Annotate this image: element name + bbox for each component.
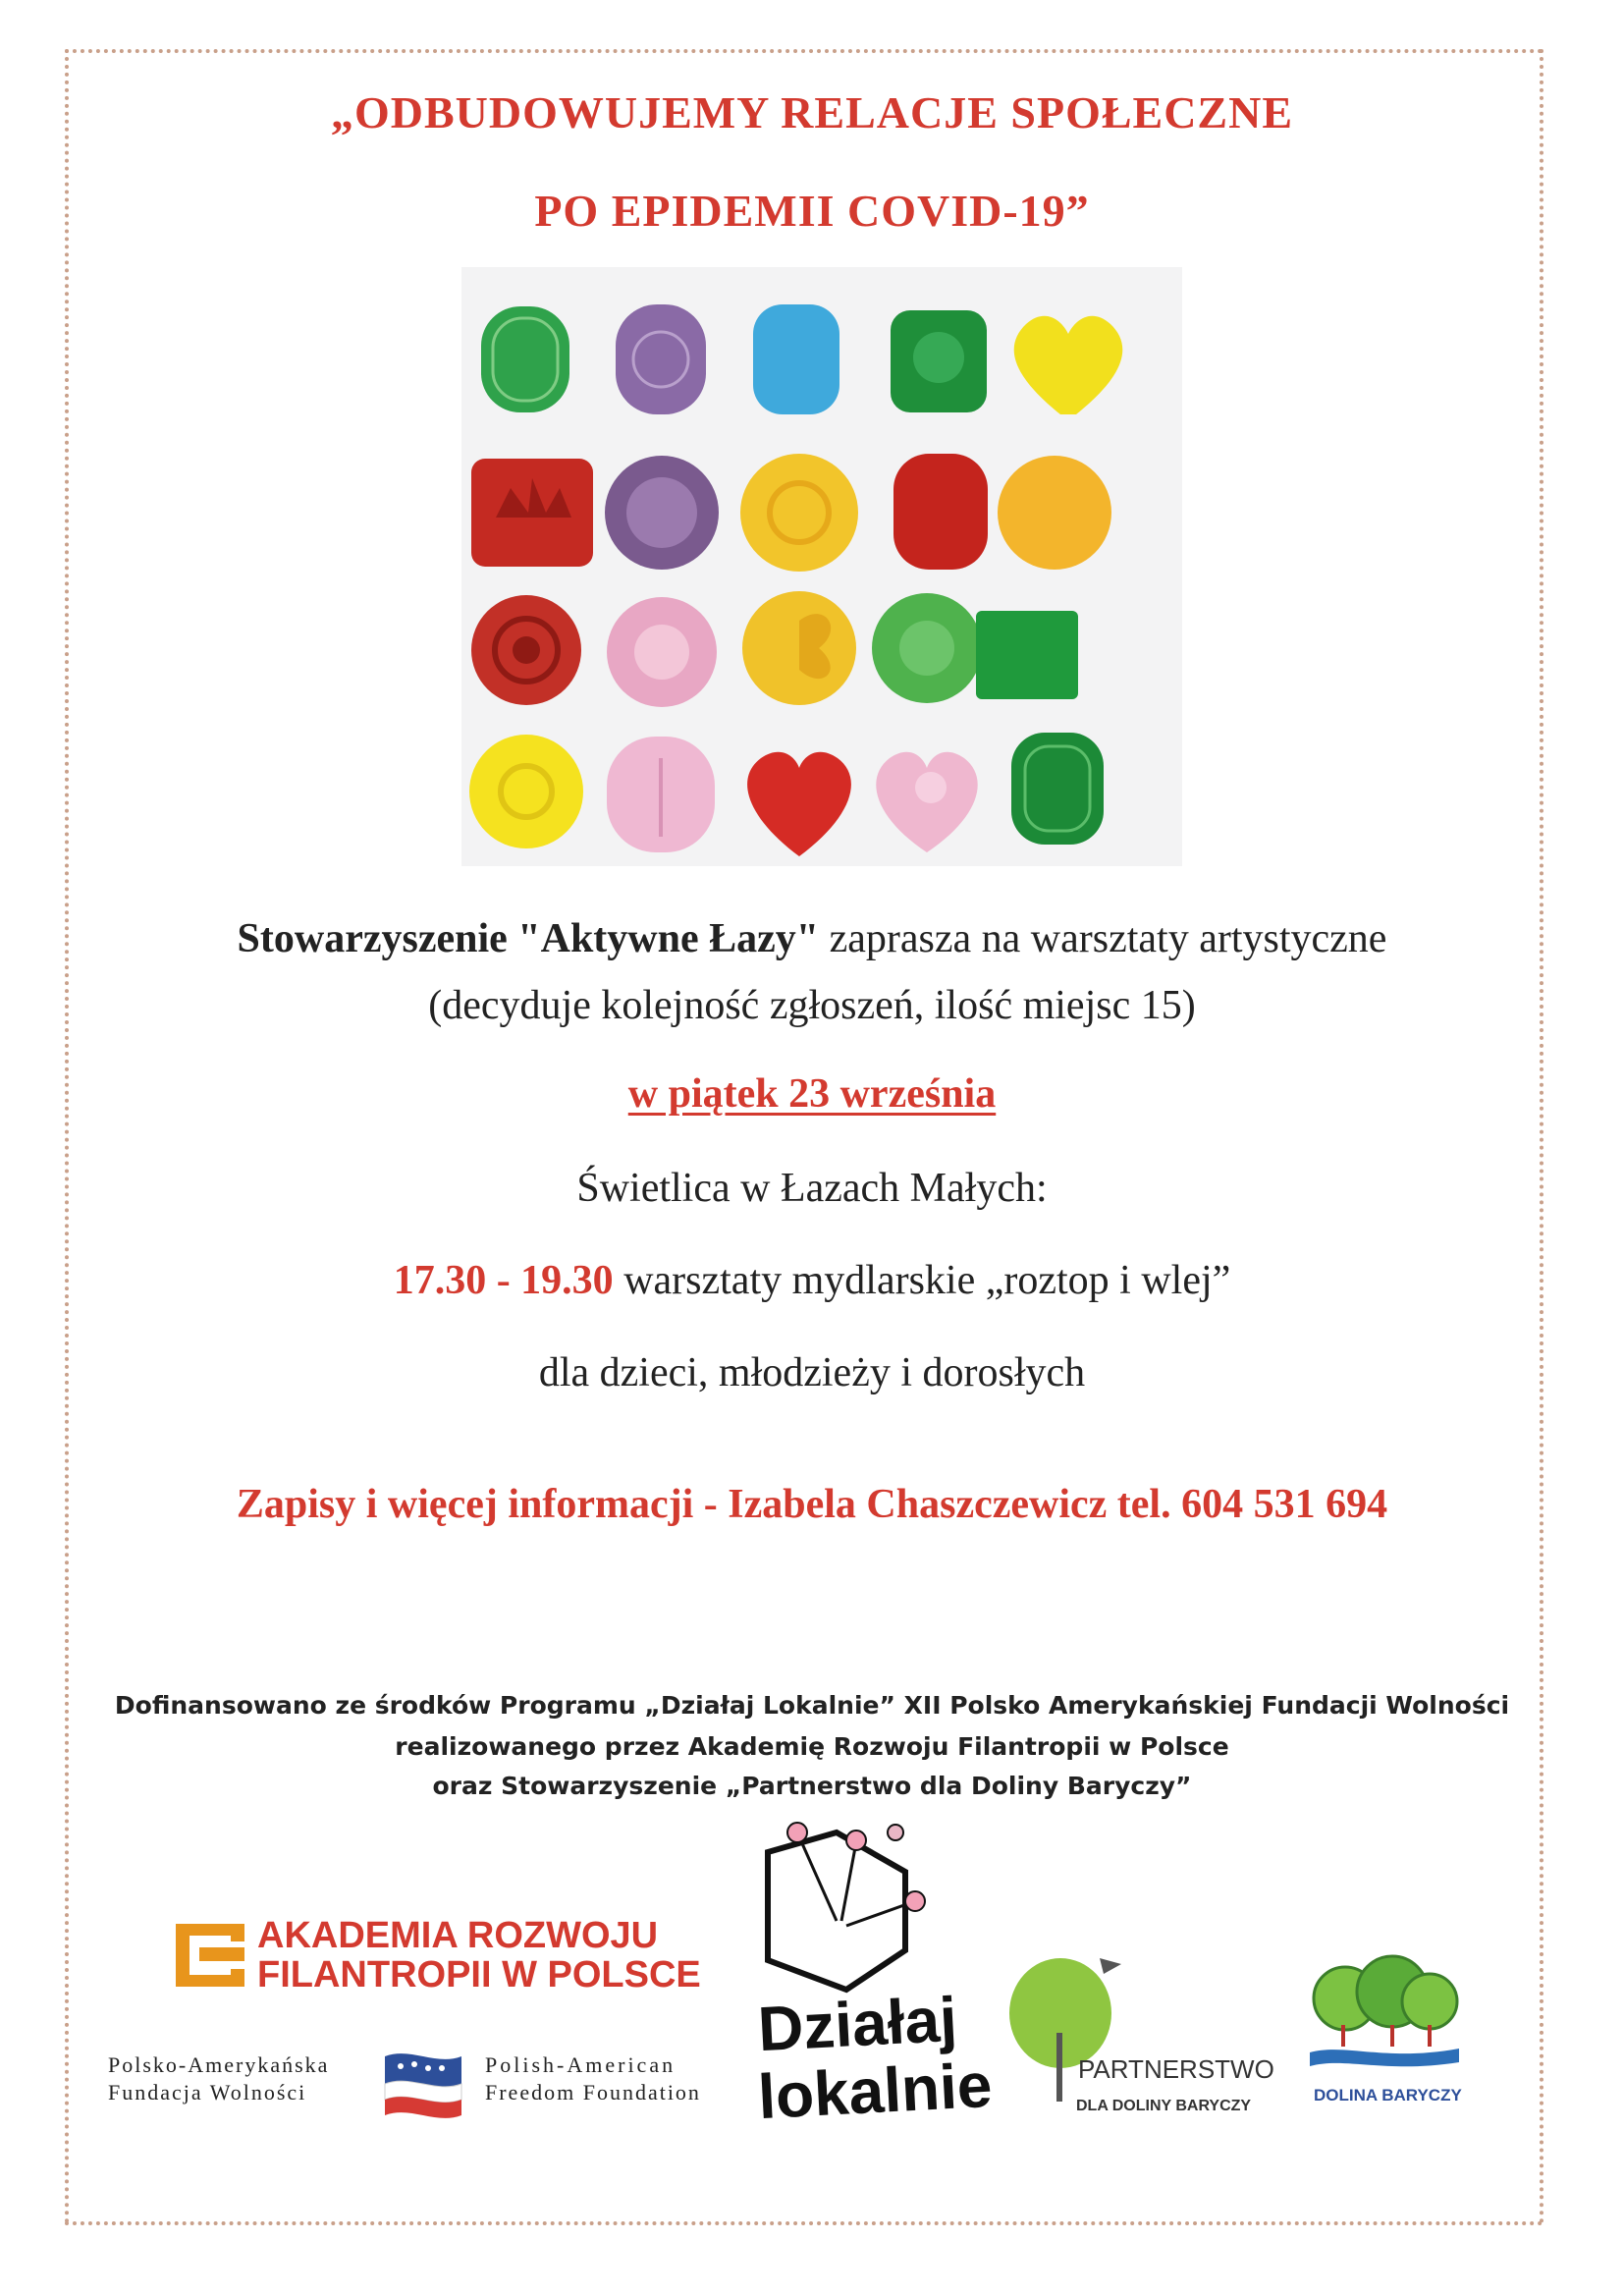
invite-rest: zaprasza na warsztaty artystyczne xyxy=(819,916,1387,961)
workshop-line xyxy=(0,1257,1624,1304)
title-line-2: PO EPIDEMII COVID-19” xyxy=(534,186,1090,236)
pafw-flag-icon xyxy=(381,2047,465,2121)
soaps-photo xyxy=(461,267,1182,866)
event-place: Świetlica w Łazach Małych: xyxy=(576,1166,1048,1211)
partner-line-2: DLA DOLINY BARYCZY xyxy=(1076,2098,1252,2114)
dolina-baryczy-trees-icon xyxy=(1306,1954,1463,2072)
invite-line xyxy=(0,915,1624,962)
event-date: w piątek 23 września xyxy=(627,1071,997,1117)
pafw-en-2: Freedom Foundation xyxy=(485,2080,701,2105)
pafw-pl-2: Fundacja Wolności xyxy=(108,2080,307,2105)
event-date-wrap xyxy=(0,1070,1624,1118)
funding-line-1: Dofinansowano ze środków Programu „Działaj Lokalnie” XII Polsko Amerykańskiej Fundacji Wolności xyxy=(114,1691,1510,1720)
arf-logo xyxy=(172,1920,248,1995)
dolina-label: DOLINA BARYCZY xyxy=(1314,2086,1462,2105)
pafw-en-1: Polish-American xyxy=(485,2052,677,2077)
dl-line-2: lokalnie xyxy=(756,2049,995,2133)
arf-line-2: FILANTROPII W POLSCE xyxy=(257,1954,701,1995)
title-line-1: „ODBUDOWUJEMY RELACJE SPOŁECZNE xyxy=(330,87,1294,137)
event-time: 17.30 - 19.30 xyxy=(393,1258,614,1303)
arf-line-1: AKADEMIA ROZWOJU xyxy=(257,1915,659,1956)
partner-line-1: PARTNERSTWO xyxy=(1078,2054,1274,2084)
funding-line-2: realizowanego przez Akademię Rozwoju Filantropii w Polsce xyxy=(395,1732,1229,1761)
organization-name: Stowarzyszenie "Aktywne Łazy" xyxy=(237,916,820,961)
pafw-pl-1: Polsko-Amerykańska xyxy=(108,2052,330,2077)
dzialaj-lokalnie-house-icon xyxy=(738,1813,964,1999)
participants-note: (decyduje kolejność zgłoszeń, ilość miejsc 15) xyxy=(428,983,1196,1028)
funding-line-3: oraz Stowarzyszenie „Partnerstwo dla Doliny Baryczy” xyxy=(432,1772,1192,1800)
arf-logo-mark xyxy=(172,1920,248,1991)
dl-line-1: Działaj xyxy=(756,1983,959,2065)
workshop-name: warsztaty mydlarskie „roztop i wlej” xyxy=(613,1258,1231,1303)
contact-info: Zapisy i więcej informacji - Izabela Chaszczewicz tel. 604 531 694 xyxy=(236,1482,1388,1527)
audience: dla dzieci, młodzieży i dorosłych xyxy=(538,1350,1086,1395)
